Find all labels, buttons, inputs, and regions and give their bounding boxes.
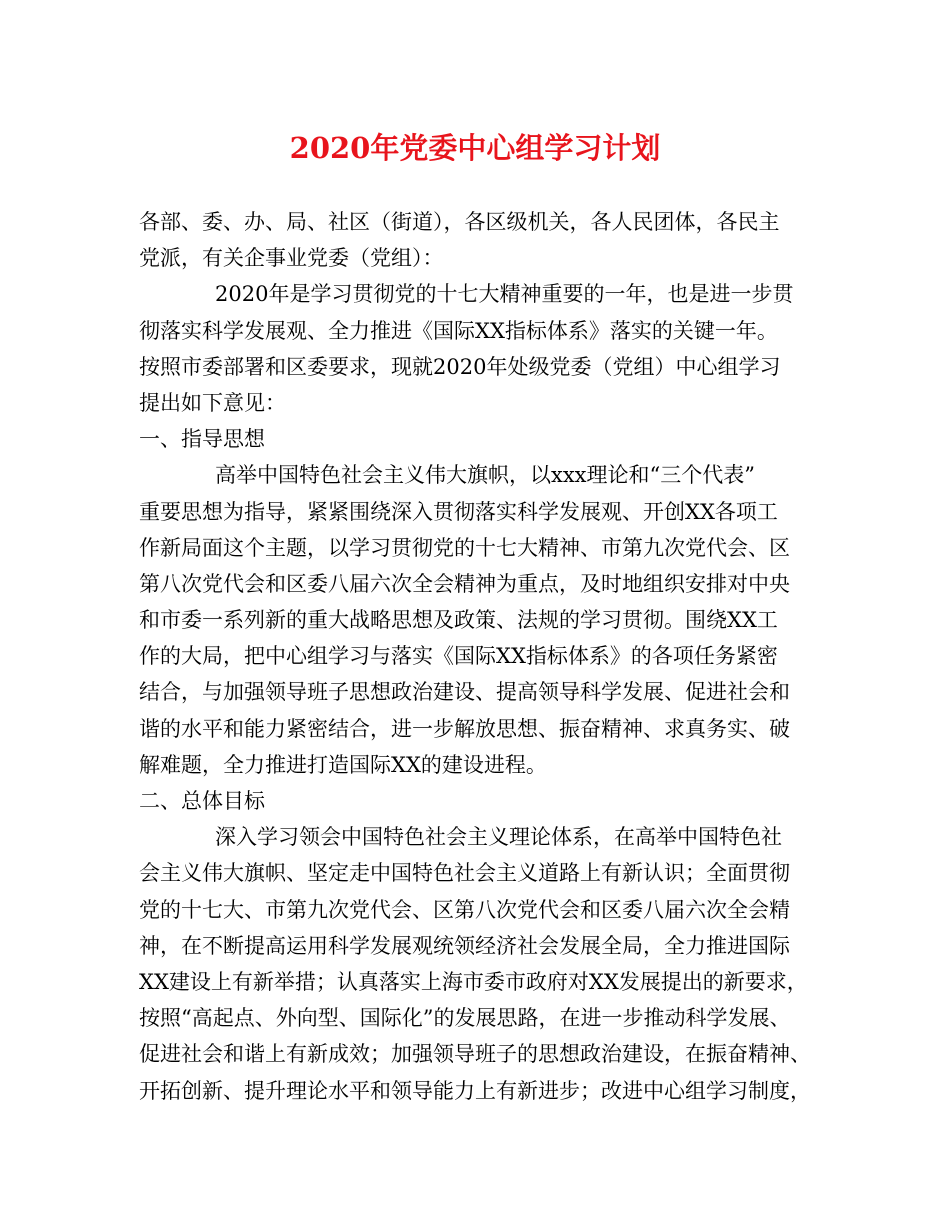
body-text-line: 开拓创新、提升理论水平和领导能力上有新进步；改进中心组学习制度， [139, 1078, 811, 1103]
body-text-line: 提出如下意见： [139, 390, 286, 415]
body-text-line: 二、总体目标 [139, 789, 265, 813]
body-text-line: 高举中国特色社会主义伟大旗帜，以xxx理论和“三个代表” [215, 463, 755, 488]
body-text-line: 神，在不断提高运用科学发展观统领经济社会发展全局，全力推进国际 [139, 933, 790, 958]
body-text-line: 作的大局，把中心组学习与落实《国际XX指标体系》的各项任务紧密 [139, 644, 778, 669]
body-text-line: 各部、委、办、局、社区（街道），各区级机关，各人民团体，各民主 [139, 210, 780, 234]
body-text-line: 2020年是学习贯彻党的十七大精神重要的一年，也是进一步贯 [215, 282, 794, 307]
body-text-line: 一、指导思想 [139, 427, 265, 452]
body-text-line: XX建设上有新举措；认真落实上海市委市政府对XX发展提出的新要求， [139, 969, 808, 994]
body-text-line: 谐的水平和能力紧密结合，进一步解放思想、振奋精神、求真务实、破 [139, 716, 790, 741]
body-text-line: 党派，有关企事业党委（党组）： [139, 246, 444, 271]
document-title: 2020年党委中心组学习计划 [289, 131, 661, 165]
body-text-line: 促进社会和谐上有新成效；加强领导班子的思想政治建设，在振奋精神、 [139, 1042, 811, 1067]
body-text-line: 彻落实科学发展观、全力推进《国际XX指标体系》落实的关键一年。 [139, 318, 778, 343]
body-text-line: 深入学习领会中国特色社会主义理论体系，在高举中国特色社 [215, 825, 782, 850]
body-text-line: 会主义伟大旗帜、坚定走中国特色社会主义道路上有新认识；全面贯彻 [139, 861, 790, 886]
body-text-line: 按照“高起点、外向型、国际化”的发展思路，在进一步推动科学发展、 [139, 1006, 791, 1031]
body-text-line: 按照市委部署和区委要求，现就2020年处级党委（党组）中心组学习 [139, 354, 781, 379]
body-text-line: 解难题，全力推进打造国际XX的建设进程。 [139, 752, 547, 777]
document-body [139, 204, 819, 1109]
body-text-line: 重要思想为指导，紧紧围绕深入贯彻落实科学发展观、开创XX各项工 [139, 499, 778, 524]
body-text-line: 作新局面这个主题，以学习贯彻党的十七大精神、市第九次党代会、区 [139, 535, 790, 560]
body-text-line: 结合，与加强领导班子思想政治建设、提高领导科学发展、促进社会和 [139, 680, 790, 705]
body-text-line: 党的十七大、市第九次党代会、区第八次党代会和区委八届六次全会精 [139, 897, 790, 922]
body-text-line: 和市委一系列新的重大战略思想及政策、法规的学习贯彻。围绕XX工 [139, 608, 778, 633]
body-text-line: 第八次党代会和区委八届六次全会精神为重点，及时地组织安排对中央 [139, 571, 790, 596]
